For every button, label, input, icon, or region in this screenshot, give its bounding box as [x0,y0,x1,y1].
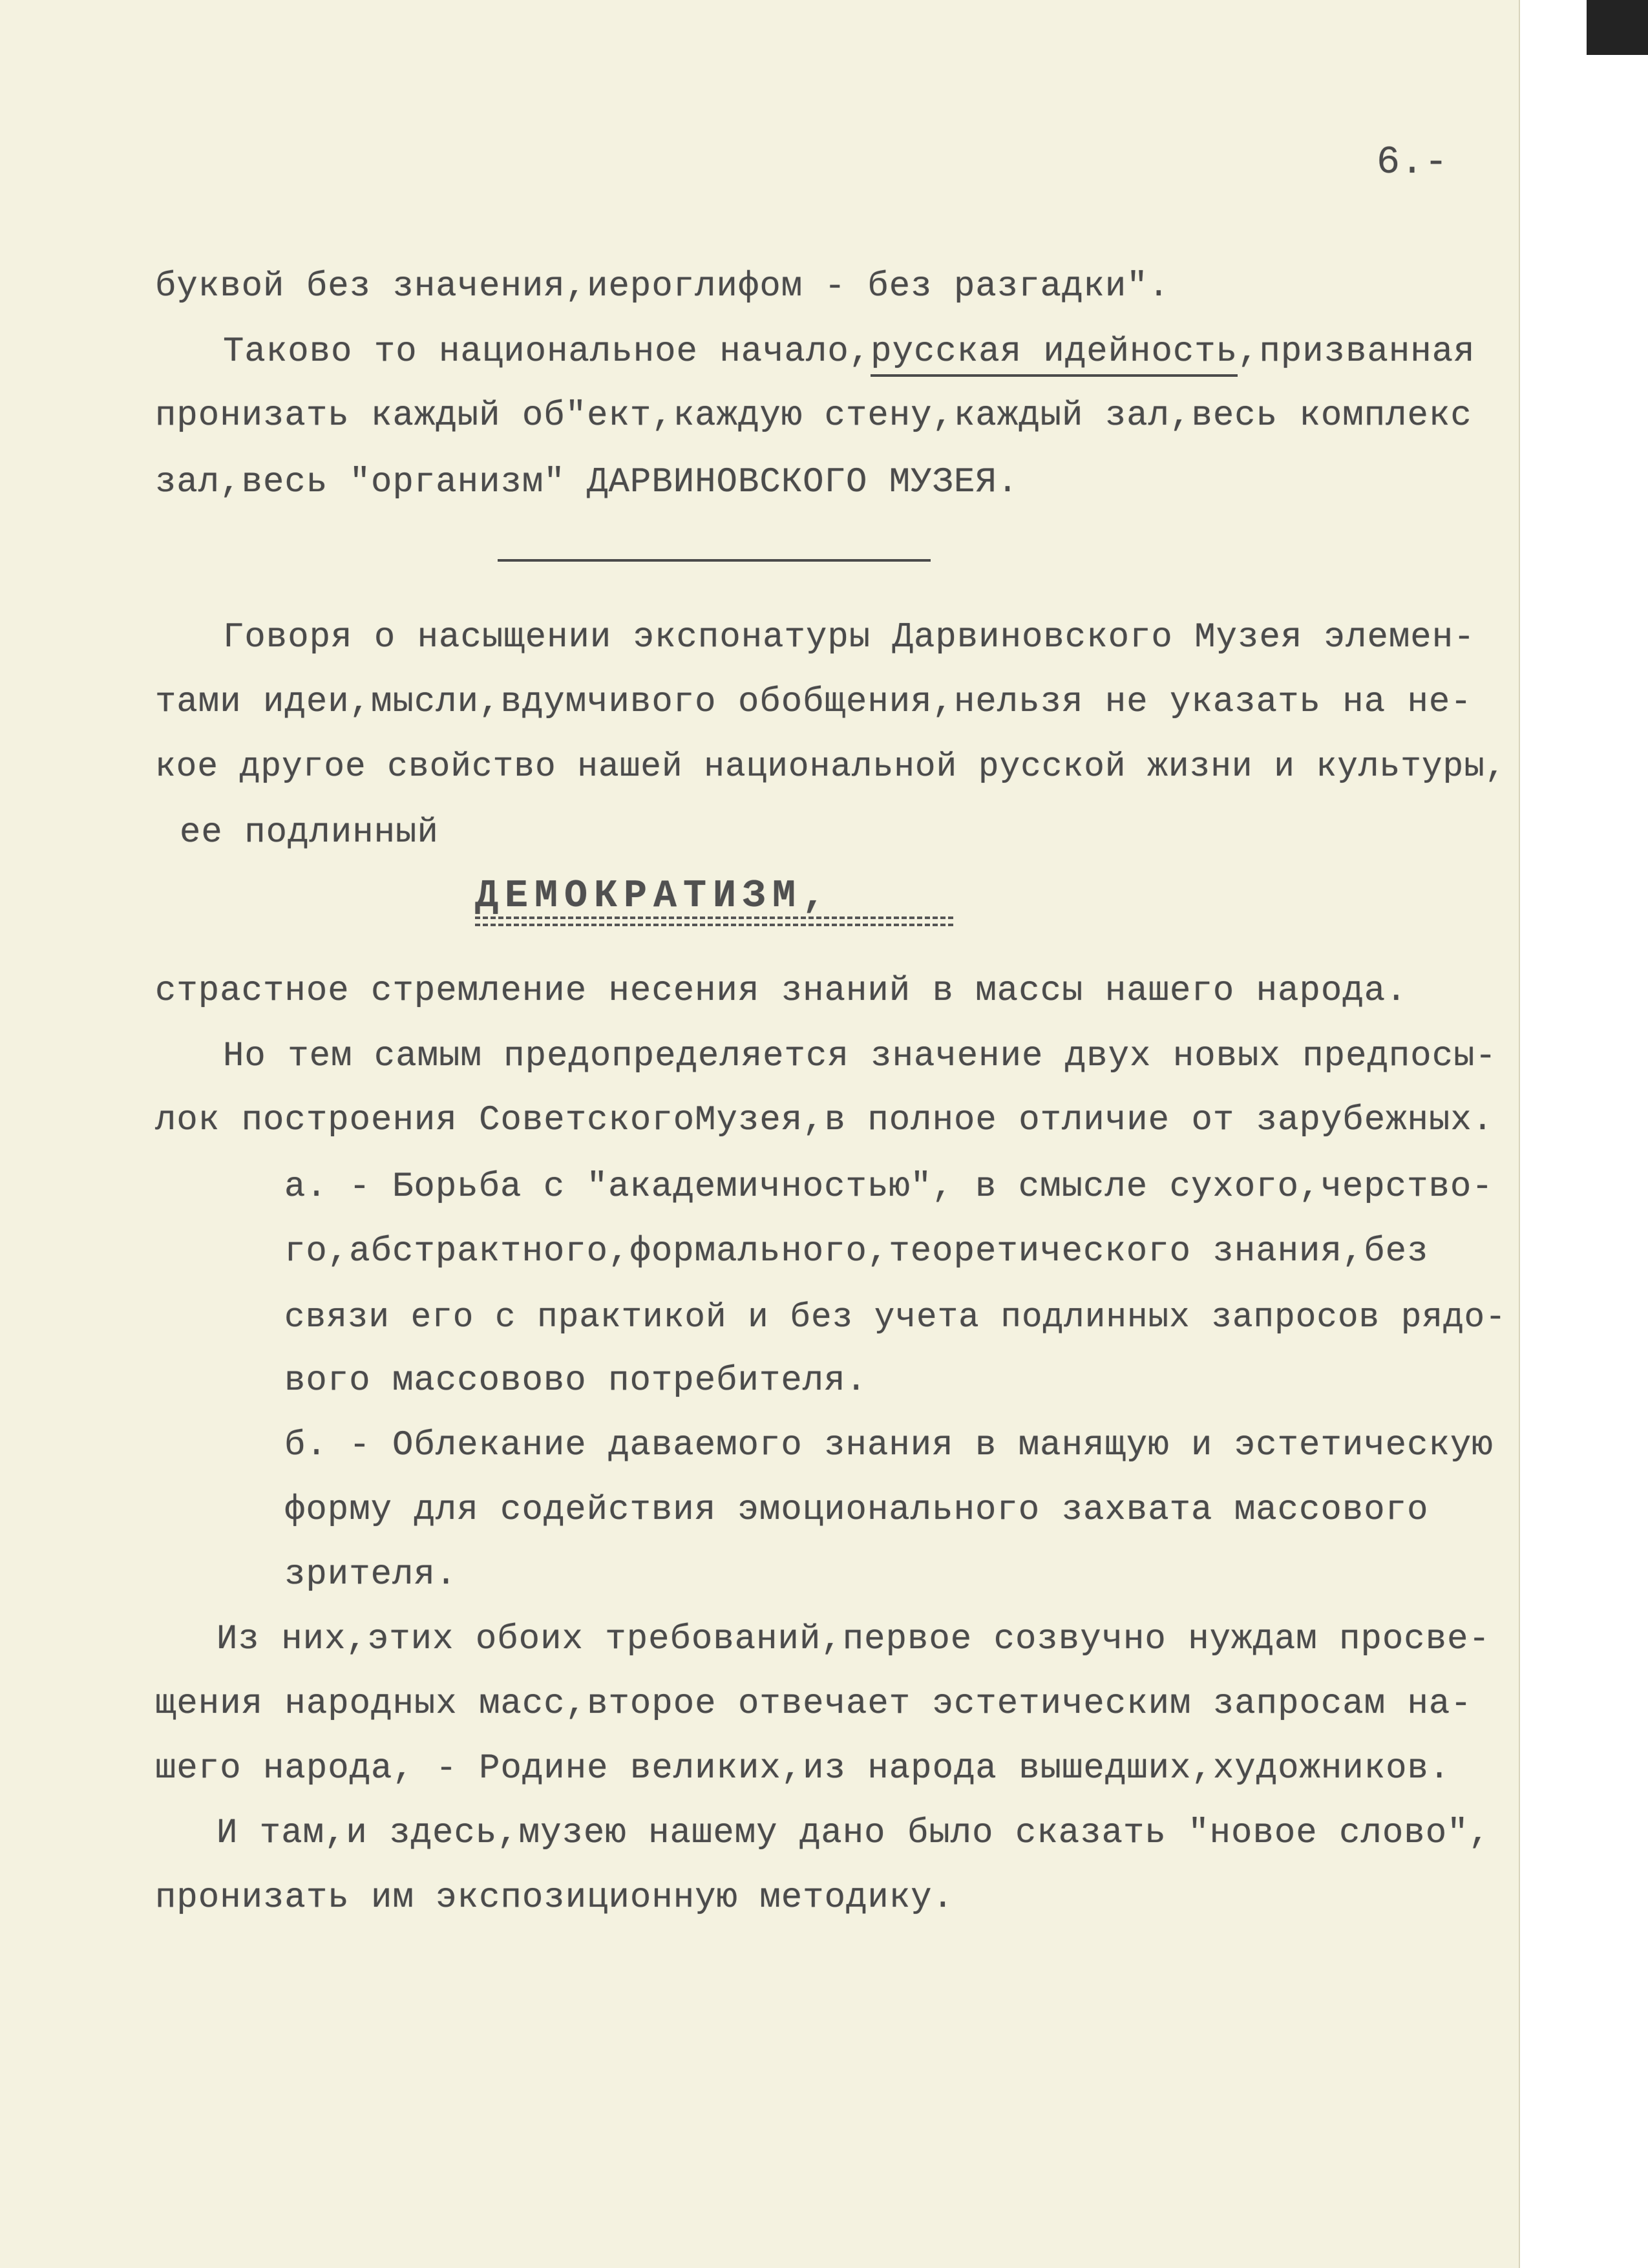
text-line: лок построения СоветскогоМузея,в полное отличие от зарубежных. [155,1101,1494,1140]
text-line: И там,и здесь,музею нашему дано было сказать "новое слово", [217,1814,1490,1853]
section-heading: ДЕМОКРАТИЗМ, [475,874,832,918]
text-line: связи его с практикой и без учета подлинных запросов рядо- [284,1298,1506,1337]
text-line: ее подлинный [180,813,439,853]
text-line: тами идеи,мысли,вдумчивого обобщения,нельзя не указать на не- [155,683,1472,722]
text-line: форму для содействия эмоционального захвата массового [284,1490,1429,1530]
text-line: Но тем самым предопределяется значение двух новых предпосы- [223,1037,1497,1076]
section-divider [498,559,931,562]
text-line: вого массовово потребителя. [284,1361,867,1401]
heading-double-underline [475,917,953,926]
text-line: а. - Борьба с "академичностью", в смысле сухого,черство- [284,1167,1494,1207]
scan-edge-bar [1587,0,1648,55]
text-line: буквой без значения,иероглифом - без разгадки". [155,267,1170,306]
text-line: б. - Облекание даваемого знания в манящую и эстетическую [284,1426,1494,1465]
text-span: Таково то национальное начало, [223,332,871,372]
text-line: кое другое свойство нашей национальной русской жизни и культуры, [155,747,1506,786]
text-line: страстное стремление несения знаний в массы нашего народа. [155,971,1408,1011]
text-line [223,332,1475,372]
text-line: щения народных масс,второе отвечает эстетическим запросам на- [155,1684,1472,1724]
text-line: шего народа, - Родине великих,из народа вышедших,художников. [155,1749,1451,1788]
text-line: го,абстрактного,формального,теоретического знания,без [284,1232,1429,1271]
text-line: пронизать каждый об"ект,каждую стену,каждый зал,весь комплекс [155,396,1472,436]
text-line: пронизать им экспозиционную методику. [155,1878,954,1918]
underlined-phrase: русская идейность [871,332,1238,377]
text-line: Из них,этих обоих требований,первое созвучно нуждам просве- [217,1620,1490,1659]
page-number: 6.- [1377,141,1449,185]
text-span: ,призванная [1238,332,1475,372]
text-line: зал,весь "организм" ДАРВИНОВСКОГО МУЗЕЯ. [155,463,1019,502]
text-line: Говоря о насыщении экспонатуры Дарвиновского Музея элемен- [223,618,1475,657]
text-line: зрителя. [284,1555,458,1595]
